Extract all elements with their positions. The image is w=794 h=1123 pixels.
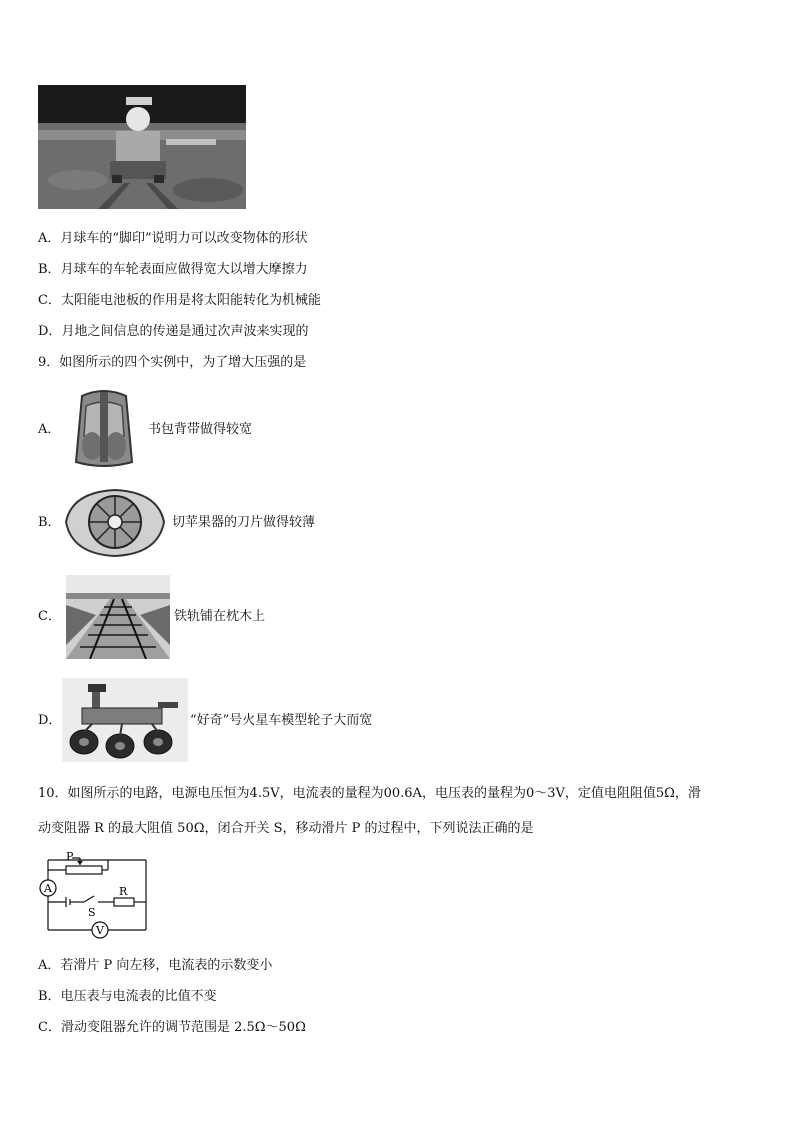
q10-option-b[interactable] [38, 988, 217, 1006]
q10-option-c[interactable] [38, 1019, 306, 1037]
option-text: 月球车的车轮表面应做得宽大以增大摩擦力 [60, 262, 308, 277]
q9-option-c-label[interactable]: C． [38, 609, 61, 624]
q9-option-d-text: “好奇”号火星车模型轮子大而宽 [190, 713, 373, 728]
option-text: 月地之间信息的传递是通过次声波来实现的 [61, 324, 309, 339]
option-label: B． [38, 989, 61, 1004]
circuit-label-s: S [88, 906, 96, 919]
mars-rover-image [62, 678, 188, 762]
q9-option-d-label[interactable]: D． [38, 713, 62, 728]
q10-stem-line1: 10．如图所示的电路，电源电压恒为4.5V，电流表的量程为00.6A，电压表的量程为0～3V，定值电阻阻值5Ω，滑 [38, 786, 701, 801]
option-text: 若滑片 P 向左移，电流表的示数变小 [60, 958, 273, 973]
q8-option-c[interactable] [38, 292, 321, 310]
railway-track-image [66, 575, 170, 659]
backpack-image [62, 386, 146, 470]
q9-option-b-text: 切苹果器的刀片做得较薄 [172, 515, 316, 530]
q9-option-a-text: 书包背带做得较宽 [148, 422, 253, 437]
ammeter-icon: A [44, 882, 52, 895]
q9-option-c-text: 铁轨铺在枕木上 [174, 609, 266, 624]
option-text: 电压表与电流表的比值不变 [60, 989, 217, 1004]
circuit-label-p: P [66, 850, 74, 863]
option-text: 月球车的“脚印”说明力可以改变物体的形状 [60, 231, 308, 246]
q10-option-a[interactable] [38, 957, 272, 975]
lunar-rover-image [38, 85, 246, 209]
option-label: A． [38, 958, 61, 973]
q8-option-d[interactable] [38, 323, 308, 341]
option-label: B． [38, 262, 61, 277]
circuit-label-r: R [119, 885, 128, 898]
circuit-diagram [36, 850, 156, 944]
option-label: C． [38, 293, 61, 308]
option-label: C． [38, 1020, 61, 1035]
option-text: 滑动变阻器允许的调节范围是 2.5Ω～50Ω [60, 1020, 306, 1035]
q8-option-b[interactable] [38, 261, 308, 279]
q10-stem-line2: 动变阻器 R 的最大阻值 50Ω，闭合开关 S，移动滑片 P 的过程中，下列说法正确的是 [38, 821, 534, 836]
apple-slicer-image [62, 484, 168, 560]
voltmeter-icon: V [96, 924, 104, 937]
q9-stem: 9．如图所示的四个实例中，为了增大压强的是 [38, 355, 307, 370]
option-text: 太阳能电池板的作用是将太阳能转化为机械能 [60, 293, 321, 308]
option-label: A． [38, 231, 61, 246]
lunar-rover-photo [38, 85, 246, 209]
q9-option-b-label[interactable]: B． [38, 515, 61, 530]
q8-option-a[interactable] [38, 230, 308, 248]
q9-option-a-label[interactable]: A． [38, 422, 61, 437]
option-label: D． [38, 324, 62, 339]
